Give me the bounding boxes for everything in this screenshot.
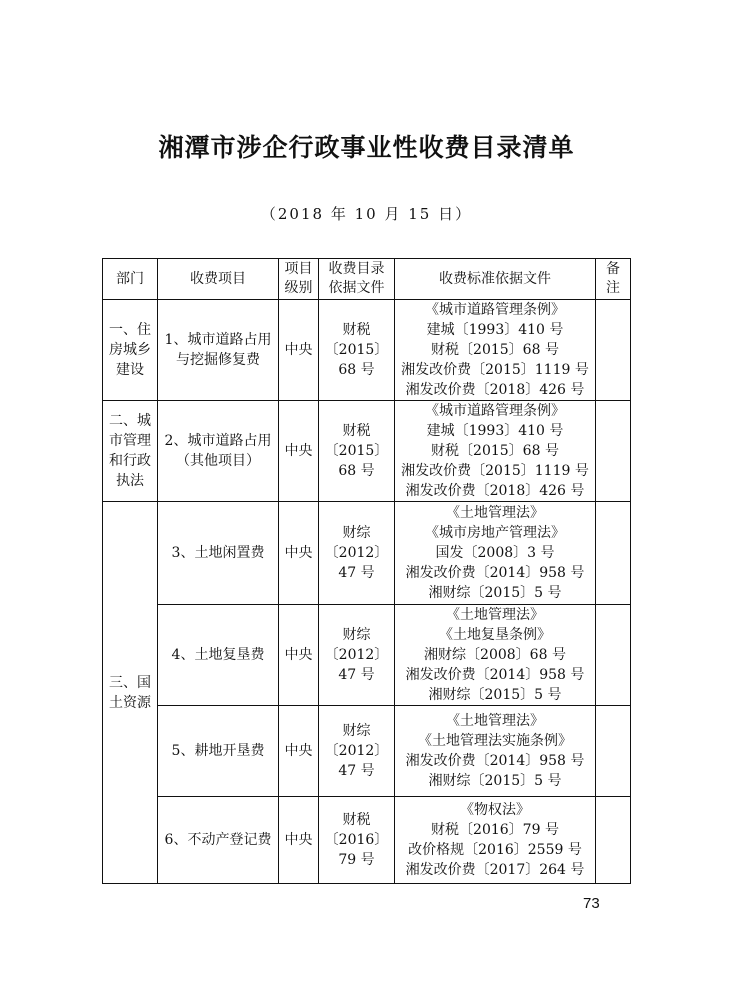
level-cell: 中央: [279, 797, 319, 884]
table-row: [103, 706, 631, 797]
fee-catalog-table: [102, 258, 631, 884]
basis-cell: 《城市道路管理条例》 建城〔1993〕410 号 财税〔2015〕68 号 湘发改价费〔2015〕1119 号 湘发改价费〔2018〕426 号: [395, 300, 596, 401]
level-cell: 中央: [279, 300, 319, 401]
header-basis: 收费标准依据文件: [395, 259, 596, 300]
catalog-cell: 财综 〔2012〕 47 号: [319, 605, 395, 706]
level-cell: 中央: [279, 605, 319, 706]
table-row: [103, 605, 631, 706]
header-item: 收费项目: [158, 259, 279, 300]
level-cell: 中央: [279, 502, 319, 605]
level-cell: 中央: [279, 706, 319, 797]
page-number: 73: [583, 895, 600, 912]
dept-cell: 一、住 房城乡 建设: [103, 300, 158, 401]
level-cell: 中央: [279, 401, 319, 502]
header-row: [103, 259, 631, 300]
basis-cell: 《土地管理法》 《城市房地产管理法》 国发〔2008〕3 号 湘发改价费〔2014〕958 号 湘财综〔2015〕5 号: [395, 502, 596, 605]
table-row: [103, 797, 631, 884]
catalog-cell: 财税 〔2015〕 68 号: [319, 401, 395, 502]
item-cell: 5、耕地开垦费: [158, 706, 279, 797]
header-catalog: 收费目录 依据文件: [319, 259, 395, 300]
catalog-cell: 财综 〔2012〕 47 号: [319, 706, 395, 797]
catalog-cell: 财税 〔2015〕 68 号: [319, 300, 395, 401]
remark-cell: [596, 605, 631, 706]
remark-cell: [596, 706, 631, 797]
item-cell: 1、城市道路占用 与挖掘修复费: [158, 300, 279, 401]
remark-cell: [596, 797, 631, 884]
item-cell: 3、土地闲置费: [158, 502, 279, 605]
basis-cell: 《土地管理法》 《土地复垦条例》 湘财综〔2008〕68 号 湘发改价费〔2014〕958 号 湘财综〔2015〕5 号: [395, 605, 596, 706]
document-title: 湘潭市涉企行政事业性收费目录清单: [158, 133, 575, 162]
item-cell: 6、不动产登记费: [158, 797, 279, 884]
table-row: [103, 502, 631, 605]
basis-cell: 《土地管理法》 《土地管理法实施条例》 湘发改价费〔2014〕958 号 湘财综〔2015〕5 号: [395, 706, 596, 797]
remark-cell: [596, 502, 631, 605]
remark-cell: [596, 300, 631, 401]
catalog-cell: 财综 〔2012〕 47 号: [319, 502, 395, 605]
header-level: 项目 级别: [279, 259, 319, 300]
basis-cell: 《城市道路管理条例》 建城〔1993〕410 号 财税〔2015〕68 号 湘发改价费〔2015〕1119 号 湘发改价费〔2018〕426 号: [395, 401, 596, 502]
item-cell: 2、城市道路占用 （其他项目）: [158, 401, 279, 502]
remark-cell: [596, 401, 631, 502]
dept-cell: 三、国 土资源: [103, 502, 158, 884]
table-row: [103, 401, 631, 502]
dept-cell: 二、城 市管理 和行政 执法: [103, 401, 158, 502]
table-row: [103, 300, 631, 401]
catalog-cell: 财税 〔2016〕 79 号: [319, 797, 395, 884]
document-date: （2018 年 10 月 15 日）: [260, 205, 473, 223]
basis-cell: 《物权法》 财税〔2016〕79 号 改价格规〔2016〕2559 号 湘发改价费〔2017〕264 号: [395, 797, 596, 884]
item-cell: 4、土地复垦费: [158, 605, 279, 706]
header-dept: 部门: [103, 259, 158, 300]
header-remark: 备 注: [596, 259, 631, 300]
